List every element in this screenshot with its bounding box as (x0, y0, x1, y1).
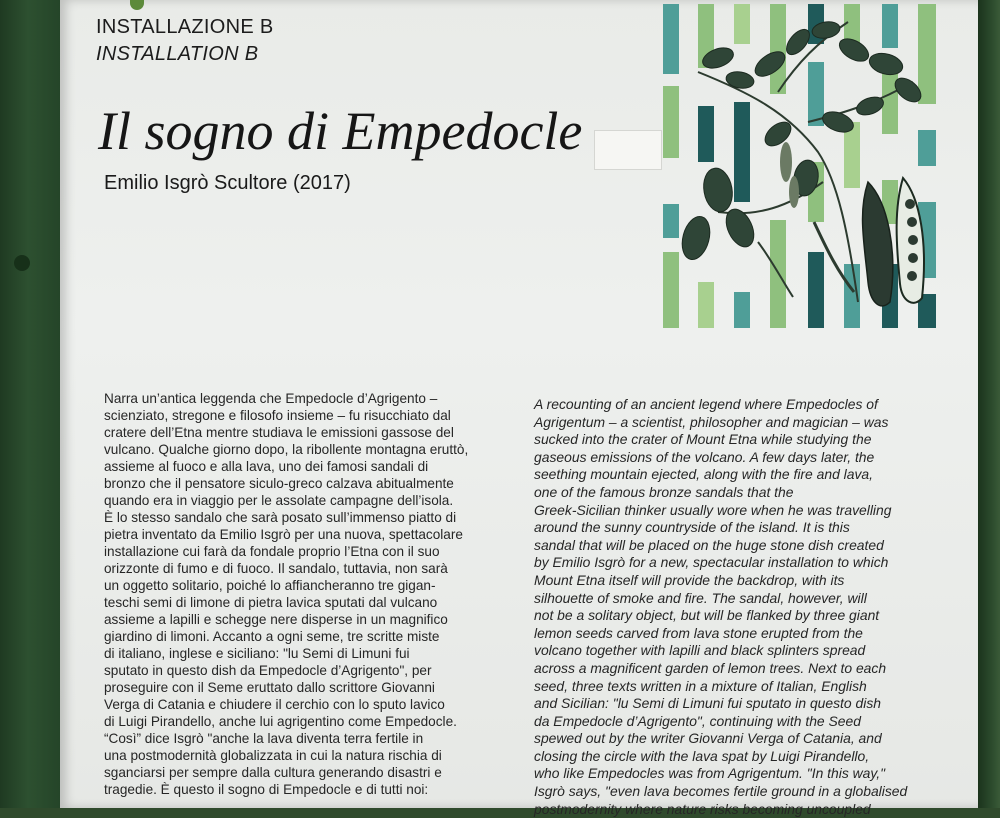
text-line: Agrigentum – a scientist, philosopher and magician – was (534, 413, 889, 430)
text-line: Verga di Catania e chiudere il cerchio con lo sputo lavico (104, 697, 445, 712)
info-sign-panel (60, 0, 980, 817)
text-line: cratere dell’Etna mentre studiava le emissioni gassose del (104, 425, 454, 440)
text-line: pietra inventato da Emilio Isgrò per una nuova, spettacolare (104, 527, 463, 542)
text-line: volcano together with lapilli and black splinters spread (534, 642, 866, 659)
text-line: vulcano. Qualche giorno dopo, la ribollente montagna eruttò, (104, 442, 469, 457)
text-line: di Luigi Pirandello, anche lui agrigentino come Empedocle. (104, 714, 457, 729)
text-line: one of the famous bronze sandals that the (534, 483, 794, 500)
text-line: sucked into the crater of Mount Etna while studying the (534, 431, 872, 448)
description-english (534, 396, 946, 818)
text-line: closing the circle with the lava spat by Luigi Pirandello, (534, 747, 870, 764)
text-line: di italiano, inglese e siciliano: "lu Semi di Limuni fui (104, 646, 410, 661)
text-line: sputato in questo dish da Empedocle d’Agrigento", per (104, 663, 432, 678)
artist-credit: Emilio Isgrò Scultore (2017) (104, 172, 351, 194)
text-line: across a magnificent garden of lemon trees. Next to each (534, 659, 887, 676)
text-line: un oggetto solitario, poiché lo affiancheranno tre gigan- (104, 578, 436, 593)
sticker-label (594, 130, 662, 170)
text-line: spewed out by the writer Giovanni Verga of Catania, and (534, 730, 882, 747)
text-line: and Sicilian: "lu Semi di Limuni fui sputato in questo dish (534, 695, 881, 712)
text-line: around the sunny countryside of the island. It is this (534, 519, 850, 536)
installation-label-en: INSTALLATION B (96, 43, 259, 65)
text-line: installazione cui farà da fondale proprio l’Etna con il suo (104, 544, 440, 559)
text-line: assieme al fuoco e alla lava, uno dei famosi sandali di (104, 459, 429, 474)
seed-pods (814, 178, 924, 306)
text-line: seething mountain ejected, along with the fire and lava, (534, 466, 873, 483)
text-line: tragedie. È questo il sogno di Empedocle e di tutti noi: (104, 782, 429, 797)
text-line: teschi semi di limone di pietra lavica sputati dal vulcano (104, 595, 438, 610)
text-line: sganciarsi per sempre dalla cultura generando disastri e (104, 765, 442, 780)
post-knot (14, 255, 30, 271)
description-italian (104, 390, 504, 798)
text-line: seed, three texts written in a mixture of Italian, English (534, 677, 867, 694)
text-line: sandal that will be placed on the huge stone dish created (534, 536, 884, 553)
text-line: giardino di limoni. Accanto a ogni seme, tre scritte miste (104, 629, 440, 644)
text-line: “Così” dice Isgrò "anche la lava diventa terra fertile in (104, 731, 424, 746)
text-line: Mount Etna itself will provide the backdrop, with its (534, 571, 845, 588)
text-line: proseguire con il Seme eruttato dallo scrittore Giovanni (104, 680, 435, 695)
text-line: Narra un’antica leggenda che Empedocle d’Agrigento – (104, 391, 438, 406)
text-line: who like Empedocles was from Agrigentum. "In this way," (534, 765, 886, 782)
wooden-post-left (0, 0, 62, 808)
text-line: assieme a lapilli e schegge nere disperse in un magnifico (104, 612, 448, 627)
text-line: gaseous emissions of the volcano. A few days later, the (534, 448, 875, 465)
text-line: by Emilio Isgrò for a new, spectacular installation to which (534, 554, 889, 571)
installation-label-it: INSTALLAZIONE B (96, 16, 274, 38)
text-line: una postmodernità globalizzata in cui la natura rischia di (104, 748, 442, 763)
text-line: silhouette of smoke and fire. The sandal, however, will (534, 589, 867, 606)
wooden-post-right (978, 0, 1000, 808)
text-line: A recounting of an ancient legend where Empedocles of (534, 396, 878, 412)
text-line: da Empedocle d’Agrigento", continuing with the Seed (534, 712, 861, 729)
leaf-tip (130, 0, 144, 10)
text-line: lemon seeds carved from lava stone erupted from the (534, 624, 863, 641)
text-line: Greek-Sicilian thinker usually wore when he was travelling (534, 501, 892, 518)
botanical-illustration-icon (658, 2, 943, 330)
text-line: È lo stesso sandalo che sarà posato sull’immenso piatto di (104, 510, 457, 525)
text-line: not be a solitary object, but will be flanked by three giant (534, 607, 880, 624)
text-line: Isgrò says, "even lava becomes fertile ground in a globalised (534, 783, 908, 800)
text-line: postmodernity where nature risks becoming uncoupled (534, 800, 871, 817)
text-line: orizzonte di fumo e di fuoco. Il sandalo, tuttavia, non sarà (104, 561, 448, 576)
artwork-title: Il sogno di Empedocle (98, 101, 583, 161)
text-line: scienziato, stregone e filosofo insieme – fu risucchiato dal (104, 408, 451, 423)
text-line: bronzo che il pensatore siculo-greco calzava abitualmente (104, 476, 454, 491)
text-line: quando era in viaggio per le assolate campagne dell’isola. (104, 493, 454, 508)
